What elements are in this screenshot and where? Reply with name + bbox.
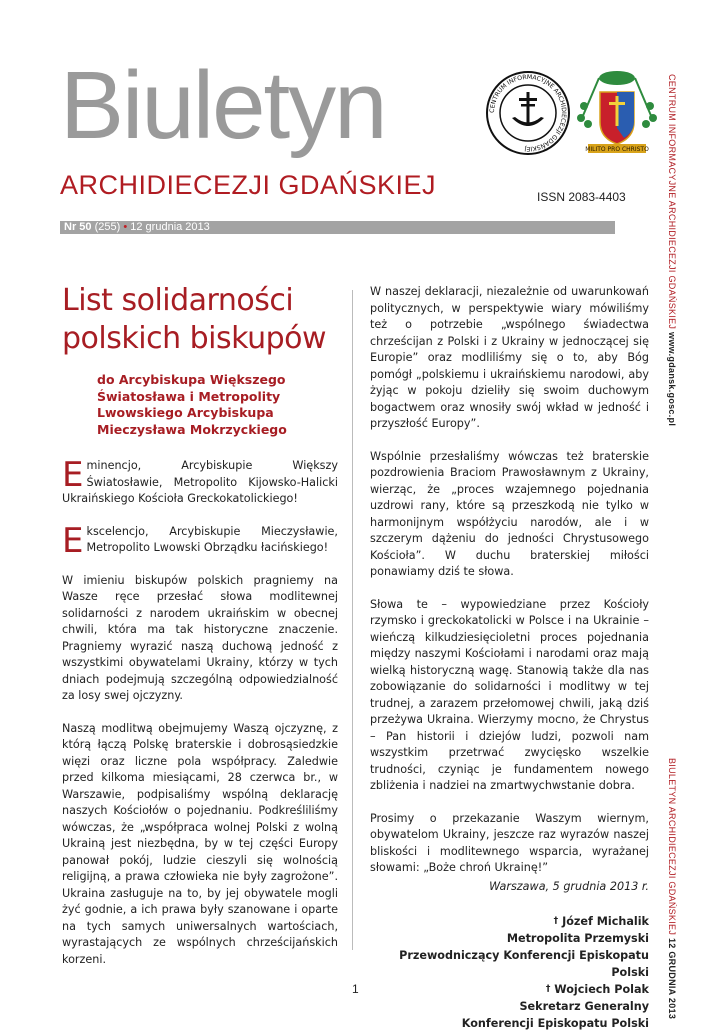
signer-1-role: Metropolita Przemyski [506, 932, 649, 945]
paragraph: Naszą modlitwą obejmujemy Waszą ojczyznę, z którą łączą Polskę braterskie i dobrosąsiedzkie więzi oraz liczne pola współpracy. Zaledwie przed kilkoma miesiącami, 28 czerwca br., w Warszawie, podpisaliśmy wspólną deklarację naszych Kościołów o pojednaniu. Podkreśliliśmy wówczas, że „współpraca wolnej Polski z wolną Ukrainą jest niezbędna, by w tej części Europy panował pokój, ludzie cieszyli się wolnością religijną, a prawa człowieka nie były zagrożone”. Ukraina zasługuje na to, by jej obywatele mogli żyć godnie, a ich prawa były szanowane i oparte na tych samych uniwersalnych wartościach, wyrastających ze wspólnych chrześcijańskich korzeni. [62, 721, 338, 966]
masthead-subtitle: ARCHIDIECEZJI GDAŃSKIEJ [60, 170, 437, 200]
issue-bar [60, 221, 615, 234]
article-subtitle: do Arcybiskupa Większego Światosława i Metropolity Lwowskiego Arcybiskupa Mieczysława Mokrzyckiego [97, 372, 287, 437]
greeting-2-text: kscelencjo, Arcybiskupie Mieczysławie, Metropolito Lwowski Obrządku łacińskiego! [86, 524, 338, 554]
masthead-title: Biuletyn [60, 52, 386, 159]
issue-date: 12 grudnia 2013 [130, 221, 210, 233]
column-divider [352, 290, 353, 950]
seal-text: CENTRUM INFORMACYJNE ARCHIDIECEZJI GDAŃSKIEJ [488, 73, 568, 153]
paragraph: Prosimy o przekazanie Waszym wiernym, obywatelom Ukrainy, jeszcze raz wyrazów naszej bliskości i modlitewnego wsparcia, wyrażanej słowami: „Boże chroń Ukrainę!” [370, 811, 649, 874]
greeting-1 [62, 455, 338, 508]
right-column [370, 284, 649, 1032]
issn: ISSN 2083-4403 [537, 190, 626, 204]
coat-of-arms-logo [574, 66, 660, 156]
centrum-informacyjne-logo [485, 70, 571, 156]
cross-icon: † [553, 916, 559, 926]
greeting-2 [62, 520, 338, 561]
place-date: Warszawa, 5 grudnia 2013 r. [489, 879, 649, 893]
dropcap: E [62, 520, 84, 561]
signer-2-role: Sekretarz Generalny [519, 1000, 649, 1013]
left-column [62, 282, 338, 984]
side-org: CENTRUM INFORMACYJNE ARCHIDIECEZJI GDAŃSKIEJ [667, 74, 677, 330]
side-issue: 12 GRUDNIA 2013 [667, 937, 677, 1020]
signer-2-role: Konferencji Episkopatu Polski [461, 1017, 649, 1030]
paragraph: W imieniu biskupów polskich pragniemy na Wasze ręce przesłać słowa modlitewnej solidarności z narodem ukraińskim w obecnej chwili, która ma tak historyczne znaczenie. Pragniemy wyrazić naszą duchową jedność z wszystkimi obywatelami Ukrainy, którzy w tych dniach podejmują szczególną odpowiedzialność za losy swej ojczyzny. [62, 573, 338, 702]
side-title: BIULETYN ARCHIDIECEZJI GDAŃSKIEJ [667, 758, 677, 936]
issue-paren: (255) [94, 221, 121, 233]
signer-1-role: Przewodniczący Konferencji Episkopatu Polski [399, 949, 649, 979]
paragraph: W naszej deklaracji, niezależnie od uwarunkowań politycznych, w perspektywie wiary mówiliśmy też o potrzebie „wspólnego świadectwa chrześcijan z Polski i z Ukrainy w jednoczącej się Europie” oraz modliliśmy się o to, aby Bóg pomógł „polskiemu i ukraińskiemu narodowi, aby żyjąc w pokoju dzieliły się swoim duchowym bogactwem oraz wnosiły swój wkład w jedność i przyszłość Europy”. [370, 285, 649, 430]
signer-2-name: Wojciech Polak [554, 983, 649, 996]
issue-dot: • [123, 221, 128, 233]
signature-block [370, 913, 649, 1032]
coat-motto: MILITO PRO CHRISTO [585, 146, 649, 153]
signer-2 [370, 981, 649, 998]
cross-icon: † [545, 984, 551, 994]
side-text-top [667, 74, 677, 426]
side-url: www.gdansk.gosc.pl [667, 332, 677, 427]
anchor-cross-icon [512, 92, 544, 126]
side-text-bottom [667, 758, 677, 1019]
dropcap: E [62, 455, 84, 495]
paragraph: Słowa te – wypowiedziane przez Kościoły rzymsko i greckokatolicki w Polsce i na Ukrainie – wieńczą kilkudziesięcioletni proces pojednania między naszymi Kościołami i narodami oraz mają wielką historyczną wagę. Stanowią także dla nas zobowiązanie do solidarności i modlitwy w tej trudnej, a zarazem przełomowej chwili, jaką dziś przeżywa Ukraina. Wierzymy mocno, że Chrystus – Pan historii i dziejów ludzi, pozwoli nam wszystkim przetrwać zwycięsko wszelkie trudności, czyniąc je fundamentem nowego zbliżenia i nadziei na zmartwychwstanie dobra. [370, 597, 649, 792]
issue-number: Nr 50 [64, 221, 92, 233]
greeting-1-text: minencjo, Arcybiskupie Większy Światosławie, Metropolito Kijowsko-Halicki Ukraińskiego Kościoła Greckokatolickiego! [62, 459, 338, 505]
page-number: 1 [352, 982, 359, 996]
signer-1 [370, 913, 649, 930]
article-title: List solidarności polskich biskupów [62, 283, 327, 356]
shield-icon [600, 92, 634, 144]
paragraph: Wspólnie przesłaliśmy wówczas też braterskie pozdrowienia Braciom Prawosławnym z Ukrainy, wierząc, że „proces wzajemnego pojednania uzdrowi rany, które są przeszkodą nie tylko w harmonijnym współżyciu narodów, ale i w szczerym dążeniu do jedności Chrystusowego Kościoła”. W duchu braterskiej miłości ponawiamy dziś te słowa. [370, 449, 649, 578]
signer-1-name: Józef Michalik [562, 915, 649, 928]
